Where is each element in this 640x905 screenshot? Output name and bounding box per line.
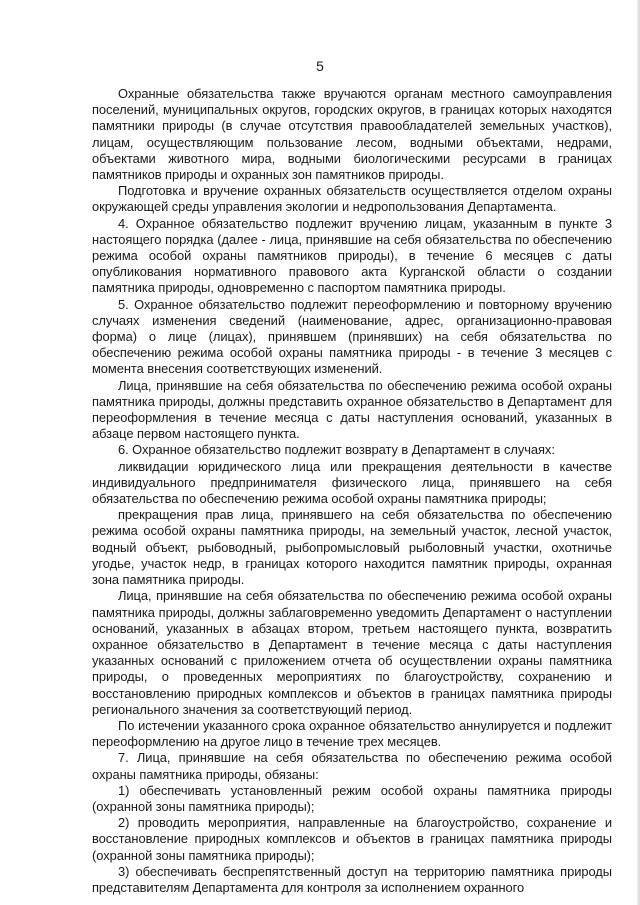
paragraph-11: 7. Лица, принявшие на себя обязательства по обеспечению режима особой охраны памятника природы, обязаны: bbox=[92, 750, 612, 782]
paragraph-3: 4. Охранное обязательство подлежит вручению лицам, указанным в пункте 3 настоящего порядка (далее - лица, принявшие на себя обязательства по обеспечению режима особой охраны памятников природы), в течение 6 месяцев с даты опубликования нормативного правового акта Курганской области о создании памятника природы, одновременно с паспортом памятника природы. bbox=[92, 215, 612, 296]
document-body bbox=[92, 86, 612, 896]
paragraph-14: 3) обеспечивать беспрепятственный доступ на территорию памятника природы представителям Департамента для контроля за исполнением охранного bbox=[92, 863, 612, 895]
paragraph-10: По истечении указанного срока охранное обязательство аннулируется и подлежит переоформлению на другое лицо в течение трех месяцев. bbox=[92, 717, 612, 750]
paragraph-9: Лица, принявшие на себя обязательства по обеспечению режима особой охраны памятника природы, должны заблаговременно уведомить Департамент о наступлении оснований, указанных в абзацах втором, третьем настоящего пункта, возвратить охранное обязательство в Департамент в течение месяца с даты наступления указанных оснований с приложением отчета об осуществлении охраны памятника природы, о проведенных мероприятиях по благоустройству, сохранению и восстановлению природных комплексов и объектов в границах памятника природы регионального значения за соответствующий период. bbox=[92, 588, 612, 717]
page-number: 5 bbox=[316, 58, 324, 74]
paragraph-4: 5. Охранное обязательство подлежит переоформлению и повторному вручению случаях изменения сведений (наименование, адрес, организационно-правовая форма) о лице (лицах), принявшем (принявших) на себя обязательства по обеспечению режима особой охраны памятника природы - в течение 3 месяцев с момента внесения соответствующих изменений. bbox=[92, 296, 612, 377]
paragraph-7: ликвидации юридического лица или прекращения деятельности в качестве индивидуального предпринимателя физического лица, принявшего на себя обязательства по обеспечению режима особой охраны памятника природы; bbox=[92, 458, 612, 507]
paragraph-2: Подготовка и вручение охранных обязательств осуществляется отделом охраны окружающей среды управления экологии и недропользования Департамента. bbox=[92, 183, 612, 215]
paragraph-13: 2) проводить мероприятия, направленные на благоустройство, сохранение и восстановление природных комплексов и объектов в границах памятника природы (охранной зоны памятника природы); bbox=[92, 815, 612, 863]
paragraph-6: 6. Охранное обязательство подлежит возврату в Департамент в случаях: bbox=[118, 442, 555, 458]
paragraph-1: Охранные обязательства также вручаются органам местного самоуправления поселений, муниципальных округов, городских округов, в границах которых находятся памятники природы (в случае отсутствия правообладателей земельных участков), лицам, осуществляющим пользование лесом, водными объектами, недрами, объектами животного мира, водными биологическими ресурсами в границах памятников природы и охранных зон памятников природы. bbox=[92, 86, 612, 183]
paragraph-8: прекращения прав лица, принявшего на себя обязательства по обеспечению режима особой охраны памятника природы, на земельный участок, лесной участок, водный объект, рыбоводный, рыбопромысловый рыболовный участки, охотничье угодье, участок недр, в границах которого находится памятник природы, охранная зона памятника природы. bbox=[92, 507, 612, 588]
paragraph-5: Лица, принявшие на себя обязательства по обеспечению режима особой охраны памятника природы, должны представить охранное обязательство в Департамент для переоформления в течение месяца с даты наступления оснований, указанных в абзаце первом настоящего пункта. bbox=[92, 377, 612, 442]
paragraph-12: 1) обеспечивать установленный режим особой охраны памятника природы (охранной зоны памятника природы); bbox=[92, 782, 612, 814]
